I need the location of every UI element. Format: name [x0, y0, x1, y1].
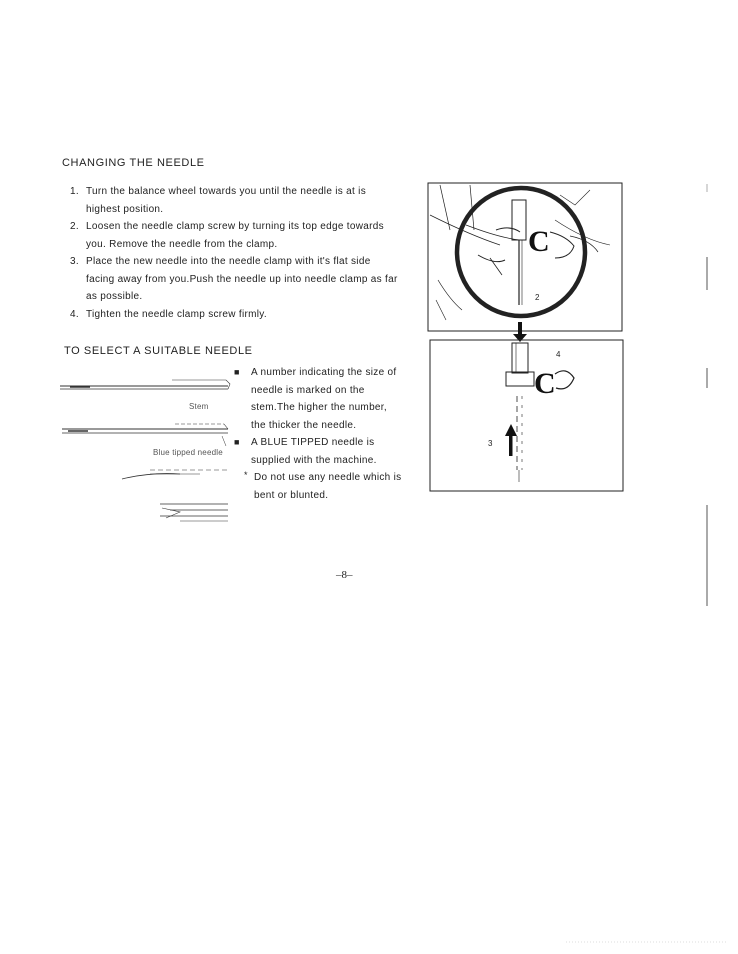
needle-clamp-illustration-top — [428, 183, 622, 331]
needle-stem-drawing — [60, 380, 230, 389]
svg-text:C: C — [534, 367, 556, 400]
bullet-square-icon: ■ — [234, 367, 240, 377]
step-text: Place the new needle into the needle clamp with it's flat side facing away from you.Push the needle up into needle clamp as far as possible. — [86, 256, 398, 302]
callout-number: 3 — [488, 439, 493, 448]
step-number: 3. — [70, 256, 79, 267]
blue-tipped-needle-drawing — [62, 424, 228, 446]
step-text: Tighten the needle clamp screw firmly. — [86, 308, 267, 320]
callout-number: 2 — [535, 293, 540, 302]
svg-text:C: C — [528, 225, 550, 258]
blue-tipped-needle-label: Blue tipped needle — [153, 448, 223, 457]
up-arrow-icon — [505, 424, 517, 456]
needle-insert-illustration-bottom — [430, 340, 623, 491]
section-heading-changing-needle: CHANGING THE NEEDLE — [62, 157, 205, 169]
page-number: –8– — [336, 569, 353, 581]
step-number: 2. — [70, 221, 79, 232]
step-text: Turn the balance wheel towards you until the needle is at is highest position. — [86, 186, 367, 215]
bullet-square-icon: ■ — [234, 437, 240, 447]
bent-needle-drawing — [122, 470, 228, 479]
note-text: Do not use any needle which is bent or blunted. — [254, 472, 402, 501]
asterisk-icon: * — [244, 470, 248, 480]
needle-stem-label: Stem — [189, 402, 209, 411]
blunt-needle-drawing — [160, 504, 228, 521]
down-arrow-icon — [513, 322, 527, 342]
callout-number: 4 — [556, 350, 561, 359]
step-number: 1. — [70, 186, 79, 197]
step-text: Loosen the needle clamp screw by turning its top edge towards you. Remove the needle from the clamp. — [86, 221, 384, 250]
note-text: A BLUE TIPPED needle is supplied with the machine. — [251, 437, 377, 466]
step-number: 4. — [70, 308, 79, 320]
needle-drawings — [60, 380, 230, 521]
section-heading-select-needle: TO SELECT A SUITABLE NEEDLE — [64, 345, 253, 357]
note-text: A number indicating the size of needle is marked on the stem.The higher the number, the thicker the needle. — [251, 367, 397, 431]
